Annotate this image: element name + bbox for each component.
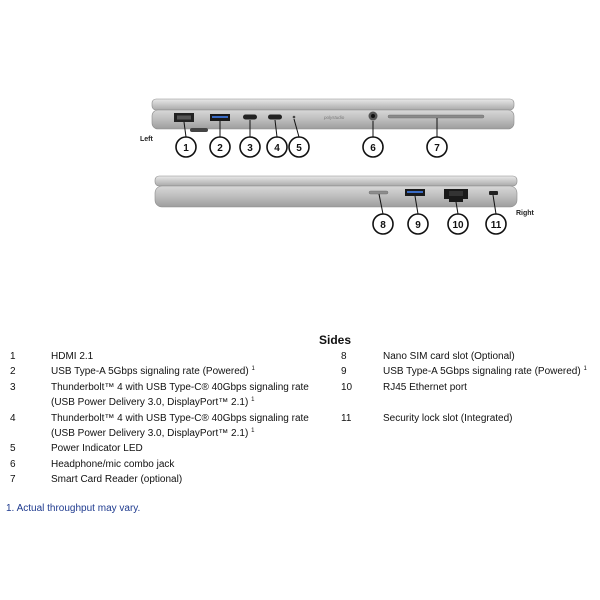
callout-2 xyxy=(210,137,230,157)
security-lock-slot xyxy=(489,191,498,195)
callout-8 xyxy=(373,214,393,234)
svg-text:8: 8 xyxy=(380,220,386,231)
thunderbolt-port-1 xyxy=(243,115,257,120)
smart-card-slot xyxy=(388,115,484,118)
table-title: Sides xyxy=(318,333,351,347)
item-number: 3 xyxy=(10,382,16,393)
laptop-right-side-view xyxy=(155,176,517,207)
left-label: Left xyxy=(140,136,153,143)
usb-a-port-right xyxy=(405,189,425,196)
item-number: 6 xyxy=(10,459,16,470)
callout-3 xyxy=(240,137,260,157)
callout-10 xyxy=(448,214,468,234)
footnote-marker: 1 xyxy=(583,366,587,372)
svg-text:2: 2 xyxy=(217,143,223,154)
footnote-marker: 1 xyxy=(251,397,255,403)
item-number: 9 xyxy=(341,366,347,377)
item-description: Power Indicator LED xyxy=(51,443,143,454)
callout-7 xyxy=(427,137,447,157)
right-label: Right xyxy=(516,210,534,217)
svg-text:5: 5 xyxy=(296,143,302,154)
svg-text:10: 10 xyxy=(452,220,464,231)
svg-text:4: 4 xyxy=(274,143,280,154)
callout-9 xyxy=(408,214,428,234)
item-description: Thunderbolt™ 4 with USB Type-C® 40Gbps signaling rate xyxy=(51,413,309,424)
usb-a-port xyxy=(210,114,230,121)
svg-text:3: 3 xyxy=(247,143,253,154)
left-callouts xyxy=(176,137,447,157)
svg-text:6: 6 xyxy=(370,143,376,154)
callout-4 xyxy=(267,137,287,157)
svg-text:9: 9 xyxy=(415,220,421,231)
item-description: Security lock slot (Integrated) xyxy=(383,413,513,424)
audio-jack xyxy=(369,112,378,121)
item-description: USB Type-A 5Gbps signaling rate (Powered) $^1$ xyxy=(51,366,255,377)
footnote: 1. Actual throughput may vary. xyxy=(6,503,141,514)
svg-text:11: 11 xyxy=(490,220,502,231)
callout-11 xyxy=(486,214,506,234)
callout-5 xyxy=(289,137,309,157)
item-number: 1 xyxy=(10,351,16,362)
item-number: 4 xyxy=(10,413,16,424)
svg-text:7: 7 xyxy=(434,143,440,154)
item-description: Headphone/mic combo jack xyxy=(51,459,175,470)
power-led xyxy=(293,116,296,119)
item-description: HDMI 2.1 xyxy=(51,351,94,362)
nano-sim-slot xyxy=(369,191,388,194)
laptop-left-side-view xyxy=(152,99,514,132)
callout-6 xyxy=(363,137,383,157)
item-number: 2 xyxy=(10,366,16,377)
item-number: 8 xyxy=(341,351,347,362)
laptop-sides-diagram xyxy=(0,0,600,240)
hdmi-port xyxy=(174,113,194,122)
item-description: Thunderbolt™ 4 with USB Type-C® 40Gbps signaling rate xyxy=(51,382,309,393)
item-description-continued: (USB Power Delivery 3.0, DisplayPort™ 2.1) $^1$ xyxy=(51,428,255,439)
item-number: 10 xyxy=(341,382,353,393)
item-description: USB Type-A 5Gbps signaling rate (Powered) $^1$ xyxy=(383,366,587,377)
item-description: Smart Card Reader (optional) xyxy=(51,474,183,485)
thunderbolt-port-2 xyxy=(268,115,282,120)
item-number: 11 xyxy=(341,413,352,424)
brand-text: polystudio xyxy=(324,115,345,120)
svg-text:1: 1 xyxy=(183,143,189,154)
callout-1 xyxy=(176,137,196,157)
right-callouts xyxy=(373,214,506,234)
item-description: Nano SIM card slot (Optional) xyxy=(383,351,515,362)
footnote-marker: 1 xyxy=(251,366,255,372)
footnote-marker: 1 xyxy=(251,428,255,434)
item-number: 5 xyxy=(10,443,16,454)
item-description-continued: (USB Power Delivery 3.0, DisplayPort™ 2.1) $^1$ xyxy=(51,397,255,408)
item-description: RJ45 Ethernet port xyxy=(383,382,467,393)
item-number: 7 xyxy=(10,474,16,485)
